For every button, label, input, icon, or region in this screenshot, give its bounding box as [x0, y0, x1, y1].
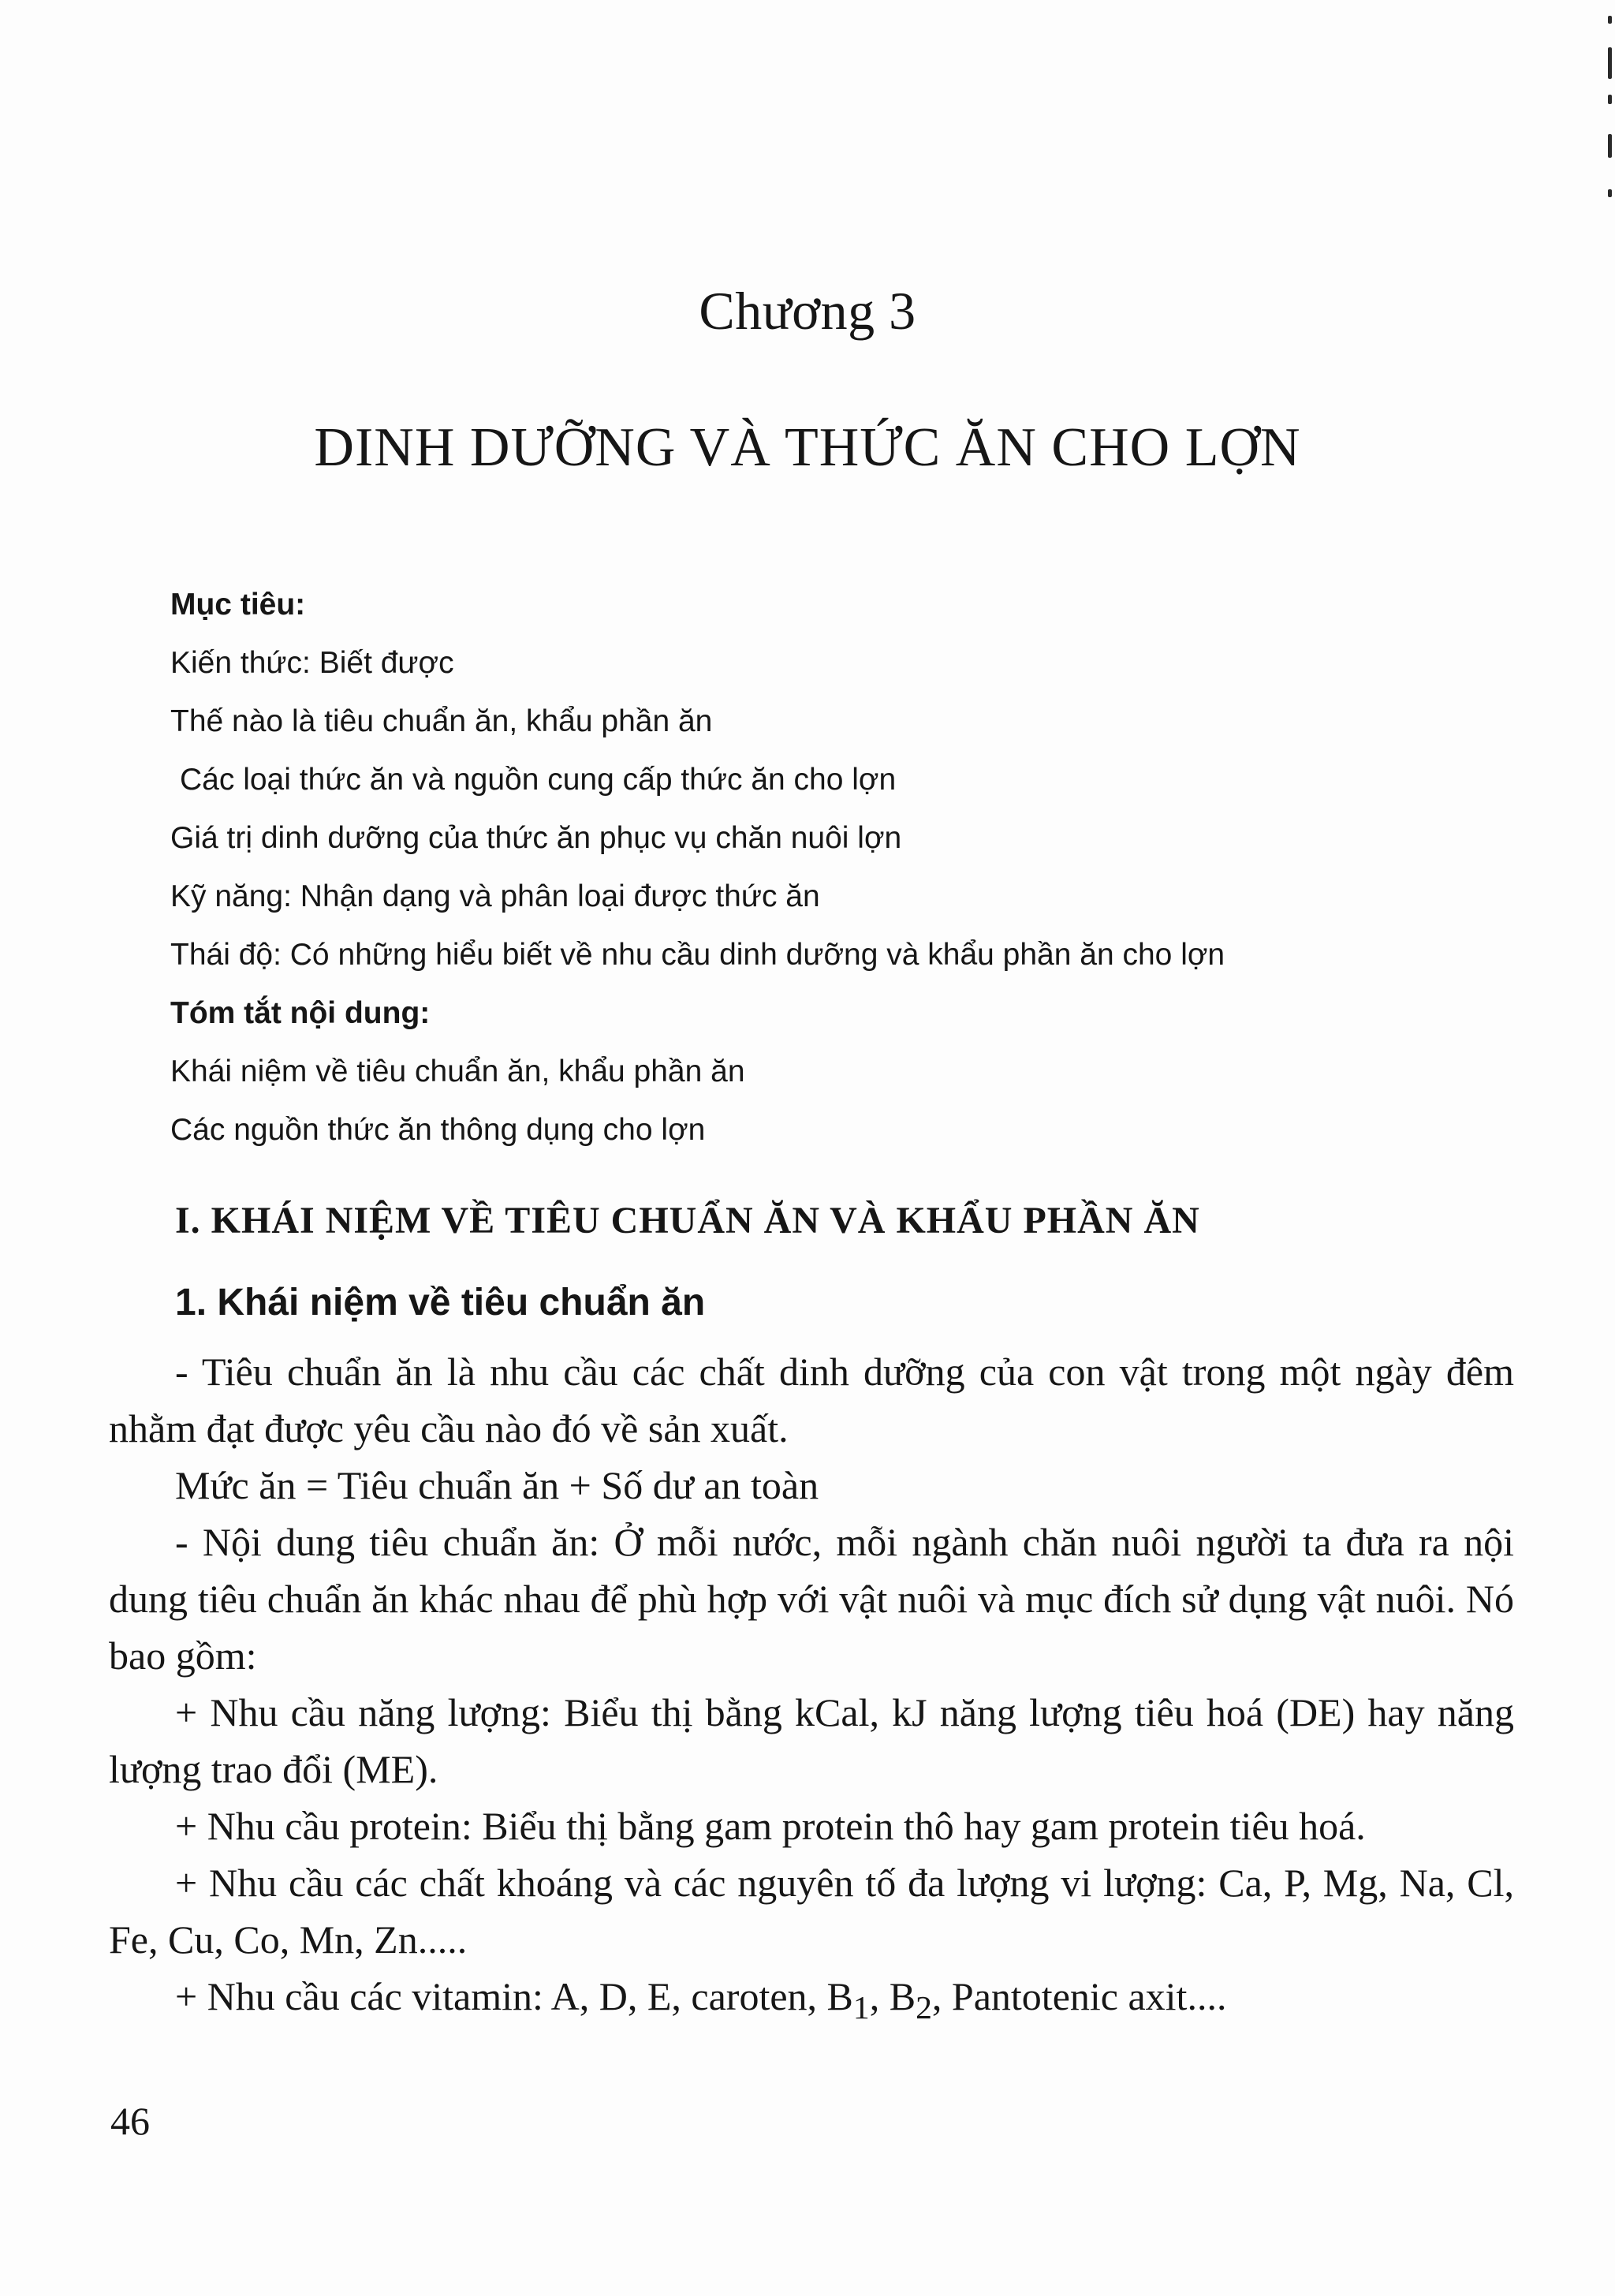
vitamin-text: , Pantotenic axit.... [931, 1974, 1227, 2018]
objective-line: Kỹ năng: Nhận dạng và phân loại được thức ăn [170, 879, 820, 913]
paragraph [109, 1968, 1514, 2037]
formula-line: Mức ăn = Tiêu chuẩn ăn + Số dư an toàn [175, 1463, 819, 1507]
paragraph: + Nhu cầu năng lượng: Biểu thị bằng kCal, kJ năng lượng tiêu hoá (DE) hay năng lượng trao đổi (ME). [109, 1690, 1514, 1791]
page-number: 46 [110, 2099, 150, 2143]
objectives-block [170, 576, 1550, 1159]
objective-line: Giá trị dinh dưỡng của thức ăn phục vụ chăn nuôi lợn [170, 821, 902, 855]
vitamin-text: + Nhu cầu các vitamin: A, D, E, caroten, B [175, 1974, 853, 2018]
subscript: 2 [916, 1990, 932, 2026]
section-heading: I. KHÁI NIỆM VỀ TIÊU CHUẨN ĂN VÀ KHẨU PHẦN ĂN [175, 1200, 1200, 1241]
objective-line: Kiến thức: Biết được [170, 646, 454, 680]
objective-line: Các loại thức ăn và nguồn cung cấp thức ăn cho lợn [180, 763, 897, 797]
paragraph: - Tiêu chuẩn ăn là nhu cầu các chất dinh dưỡng của con vật trong một ngày đêm nhằm đạt được yêu cầu nào đó về sản xuất. [109, 1350, 1514, 1450]
summary-line: Các nguồn thức ăn thông dụng cho lợn [170, 1113, 706, 1147]
summary-heading: Tóm tắt nội dung: [170, 996, 431, 1030]
summary-line: Khái niệm về tiêu chuẩn ăn, khẩu phần ăn [170, 1055, 745, 1088]
paragraph: - Nội dung tiêu chuẩn ăn: Ở mỗi nước, mỗi ngành chăn nuôi người ta đưa ra nội dung tiêu chuẩn ăn khác nhau để phù hợp với vật nuôi và mục đích sử dụng vật nuôi. Nó bao gồm: [109, 1520, 1514, 1678]
objective-line: Thái độ: Có những hiểu biết về nhu cầu dinh dưỡng và khẩu phần ăn cho lợn [170, 938, 1225, 972]
objective-line: Thế nào là tiêu chuẩn ăn, khẩu phần ăn [170, 704, 713, 738]
chapter-title: DINH DƯỠNG VÀ THỨC ĂN CHO LỢN [314, 417, 1301, 478]
paragraph: + Nhu cầu protein: Biểu thị bằng gam protein thô hay gam protein tiêu hoá. [175, 1804, 1366, 1848]
objectives-heading: Mục tiêu: [170, 588, 306, 622]
chapter-number: Chương 3 [699, 281, 916, 341]
scan-edge-marks [1599, 16, 1615, 252]
vitamin-text: , B [869, 1974, 916, 2018]
subsection-heading: 1. Khái niệm về tiêu chuẩn ăn [175, 1282, 706, 1323]
paragraph: + Nhu cầu các chất khoáng và các nguyên tố đa lượng vi lượng: Ca, P, Mg, Na, Cl, Fe, Cu, Co, Mn, Zn..... [109, 1861, 1514, 1962]
body-text [109, 1343, 1514, 2037]
subscript: 1 [852, 1990, 870, 2026]
